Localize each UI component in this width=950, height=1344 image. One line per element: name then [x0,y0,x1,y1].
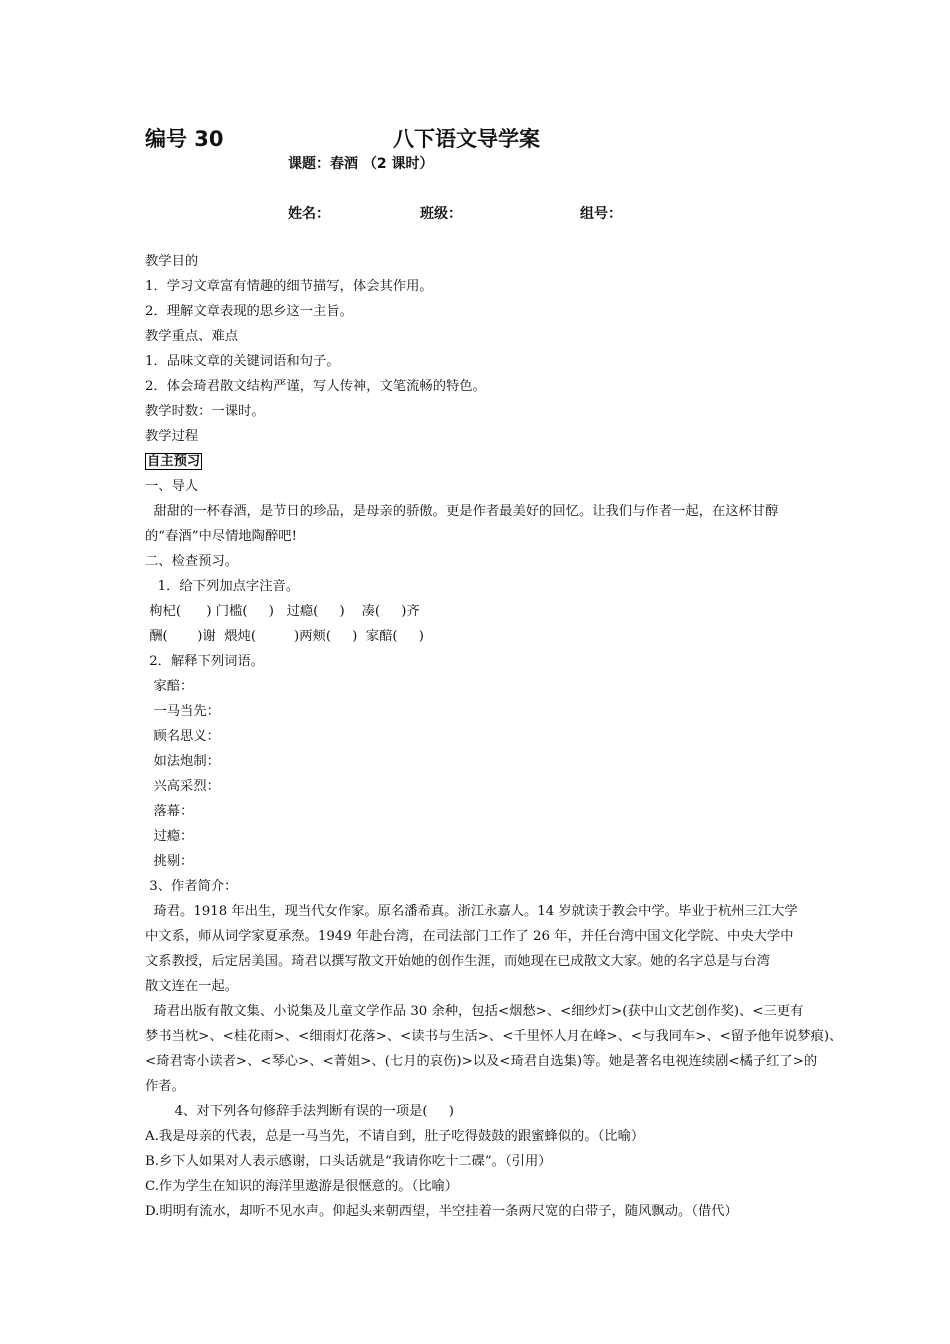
option-d: D.明明有流水，却听不见水声。仰起头来朝西望，半空挂着一条两尺宽的白带子，随风飘动。（借代） [145,1204,738,1219]
key-point-1: 1．品味文章的关键词语和句子。 [145,354,340,369]
author-works-line: <琦君寄小读者>、<琴心>、<菁姐>、(七月的哀伤)>以及<琦君自选集)等。她是著名电视连续剧<橘子红了>的 [145,1054,818,1069]
self-study-label: 自主预习 [147,454,201,469]
group-label: 组号： [580,206,622,222]
class-label: 班级： [420,206,462,222]
author-works-line: 梦书当枕>、<桂花雨>、<细雨灯花落>、<读书与生活>、<千里怀人月在峰>、<与我同车>、<留予他年说梦痕)、 [145,1029,843,1044]
section-heading-objectives: 教学目的 [145,254,199,269]
document-body [145,249,843,1224]
term-item: 家醅： [145,679,194,694]
name-label: 姓名： [288,206,330,222]
option-b: B.乡下人如果对人表示感谢，口头话就是“我请你吃十二碟”。（引用） [145,1154,552,1169]
key-point-2: 2．体会琦君散文结构严谨，写人传神，文笔流畅的特色。 [145,379,486,394]
pinyin-row-1: 枸杞( ) 门槛( ) 过瘾( ) 凑( )齐 [145,604,420,619]
pinyin-row-2: 酬( )谢 煨炖( )两颊( ) 家醅( ) [145,629,424,644]
section-heading-process: 教学过程 [145,429,199,444]
term-item: 兴高采烈： [145,779,220,794]
section-heading-key-points: 教学重点、难点 [145,329,239,344]
term-item: 过瘾： [145,829,194,844]
preview-heading: 二、检查预习。 [145,554,239,569]
term-item: 顾名思义： [145,729,220,744]
author-bio-line: 散文连在一起。 [145,979,239,994]
author-bio-line: 琦君。1918 年出生，现当代女作家。原名潘希真。浙江永嘉人。14 岁就读于教会中学。毕业于杭州三江大学 [145,904,798,919]
term-item: 一马当先： [145,704,220,719]
term-item: 挑剔： [145,854,194,869]
term-item: 如法炮制： [145,754,220,769]
question-4: 4、对下列各句修辞手法判断有误的一项是( ) [145,1104,454,1119]
author-works-line: 作者。 [145,1079,185,1094]
author-bio-line: 中文系，师从词学家夏承焘。1949 年赴台湾，在司法部门工作了 26 年，并任台湾中国文化学院、中央大学中 [145,929,794,944]
self-study-line [145,449,813,474]
intro-text-line: 甜甜的一杯春酒，是节日的珍品，是母亲的骄傲。更是作者最美好的回忆。让我们与作者一起，在这杯甘醇 [145,504,779,519]
author-bio-line: 文系教授，后定居美国。琦君以撰写散文开始她的创作生涯，而她现在已成散文大家。她的名字总是与台湾 [145,954,770,969]
intro-text-line: 的“春酒”中尽情地陶醉吧! [145,529,297,544]
objective-1: 1．学习文章富有情趣的细节描写，体会其作用。 [145,279,433,294]
lesson-subtitle: 课题：春酒 （2 课时） [288,156,434,172]
term-item: 落幕： [145,804,194,819]
option-a: A.我是母亲的代表，总是一马当先，不请自到，肚子吃得鼓鼓的跟蜜蜂似的。（比喻） [145,1129,645,1144]
question-1: 1．给下列加点字注音。 [145,579,300,594]
document-number: 编号 30 [145,127,224,151]
teaching-hours: 教学时数：一课时。 [145,404,265,419]
intro-heading: 一、导人 [145,479,199,494]
author-heading: 3、作者简介： [145,879,238,894]
objective-2: 2．理解文章表现的思乡这一主旨。 [145,304,353,319]
author-works-line: 琦君出版有散文集、小说集及儿童文学作品 30 余种，包括<烟愁>、<细纱灯>(获中山文艺创作奖)、<三更有 [145,1004,804,1019]
option-c: C.作为学生在知识的海洋里遨游是很惬意的。（比喻） [145,1179,459,1194]
document-title: 八下语文导学案 [393,127,540,151]
question-2: 2．解释下列词语。 [145,654,265,669]
